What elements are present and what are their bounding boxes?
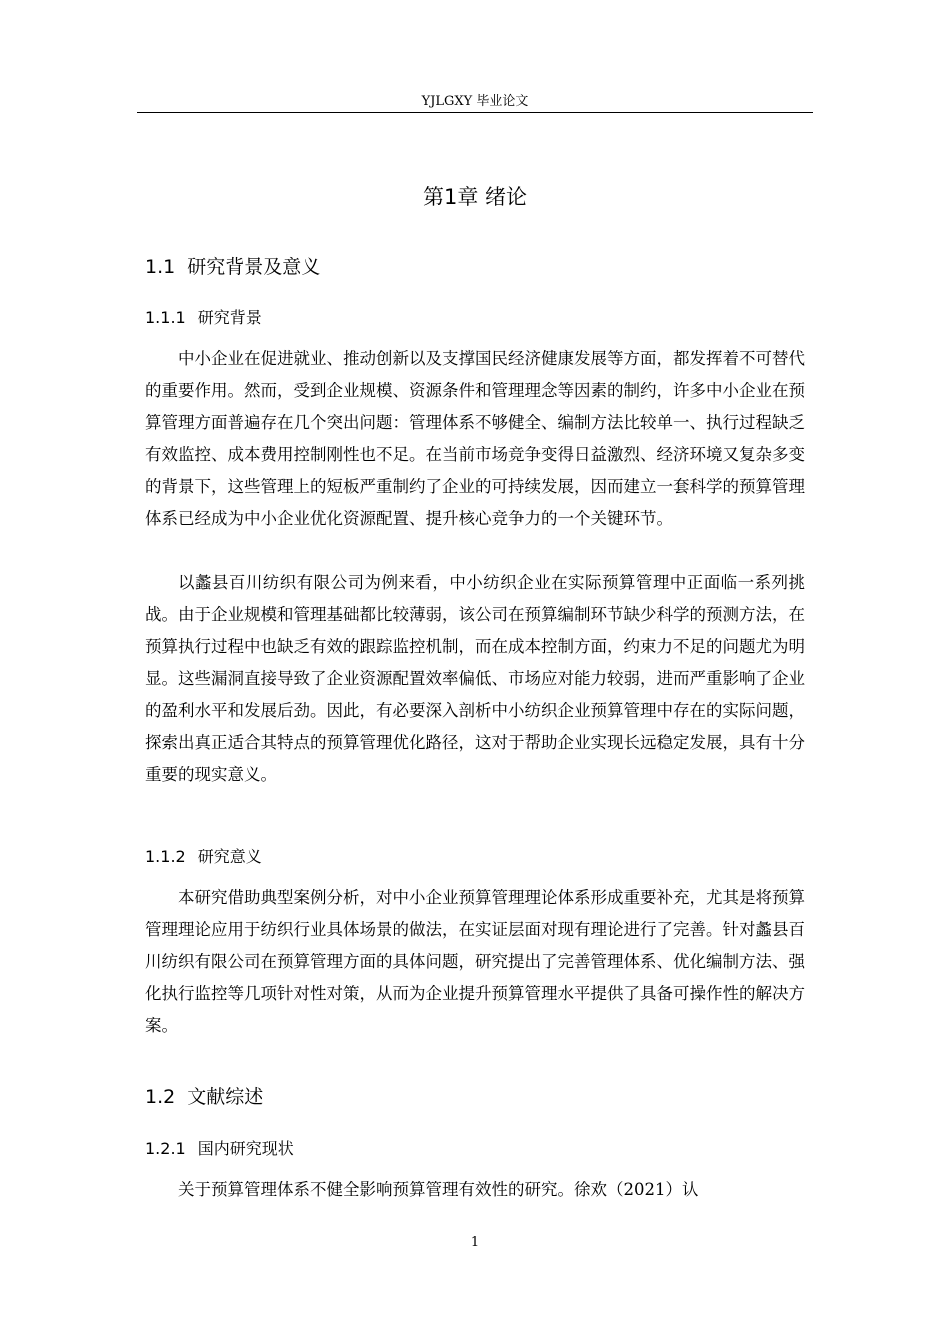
section-heading-1-1 (145, 253, 320, 281)
paragraph-research-background-2: 以蠡县百川纺织有限公司为例来看，中小纺织企业在实际预算管理中正面临一系列挑战。由于企业规模和管理基础都比较薄弱，该公司在预算编制环节缺少科学的预测方法，在预算执行过程中也缺乏有效的跟踪监控机制，而在成本控制方面，约束力不足的问题尤为明显。这些漏洞直接导致了企业资源配置效率偏低、市场应对能力较弱，进而严重影响了企业的盈利水平和发展后劲。因此，有必要深入剖析中小纺织企业预算管理中存在的实际问题，探索出真正适合其特点的预算管理优化路径，这对于帮助企业实现长远稳定发展，具有十分重要的现实意义。 (145, 573, 805, 784)
subsection-title: 研究背景 (197, 308, 262, 327)
chapter-title: 第1章 绪论 (422, 185, 528, 209)
subsection-heading-1-1-2 (145, 845, 262, 869)
subsection-heading-1-2-1 (145, 1137, 294, 1161)
section-title: 研究背景及意义 (187, 256, 321, 278)
subsection-title: 国内研究现状 (197, 1139, 294, 1158)
paragraph-research-background-1: 中小企业在促进就业、推动创新以及支撑国民经济健康发展等方面，都发挥着不可替代的重要作用。然而，受到企业规模、资源条件和管理理念等因素的制约，许多中小企业在预算管理方面普遍存在几个突出问题：管理体系不够健全、编制方法比较单一、执行过程缺乏有效监控、成本费用控制刚性也不足。在当前市场竞争变得日益激烈、经济环境又复杂多变的背景下，这些管理上的短板严重制约了企业的可持续发展，因而建立一套科学的预算管理体系已经成为中小企业优化资源配置、提升核心竞争力的一个关键环节。 (145, 349, 805, 528)
subsection-heading-1-1-1 (145, 306, 262, 330)
subsection-number: 1.2.1 (145, 1139, 186, 1158)
section-number: 1.1 (145, 256, 176, 278)
page-number: 1 (470, 1235, 480, 1250)
subsection-number: 1.1.2 (145, 847, 186, 866)
subsection-title: 研究意义 (197, 847, 262, 866)
subsection-number: 1.1.1 (145, 308, 186, 327)
section-title: 文献综述 (187, 1086, 264, 1108)
section-heading-1-2 (145, 1083, 263, 1111)
page-header: YJLGXY 毕业论文 (137, 92, 813, 113)
paragraph-research-significance: 本研究借助典型案例分析，对中小企业预算管理理论体系形成重要补充，尤其是将预算管理理论应用于纺织行业具体场景的做法，在实证层面对现有理论进行了完善。针对蠡县百川纺织有限公司在预算管理方面的具体问题，研究提出了完善管理体系、优化编制方法、强化执行监控等几项针对性对策，从而为企业提升预算管理水平提供了具备可操作性的解决方案。 (145, 888, 805, 1035)
section-number: 1.2 (145, 1086, 176, 1108)
paragraph-domestic-research: 关于预算管理体系不健全影响预算管理有效性的研究。徐欢（2021）认 (178, 1180, 699, 1199)
